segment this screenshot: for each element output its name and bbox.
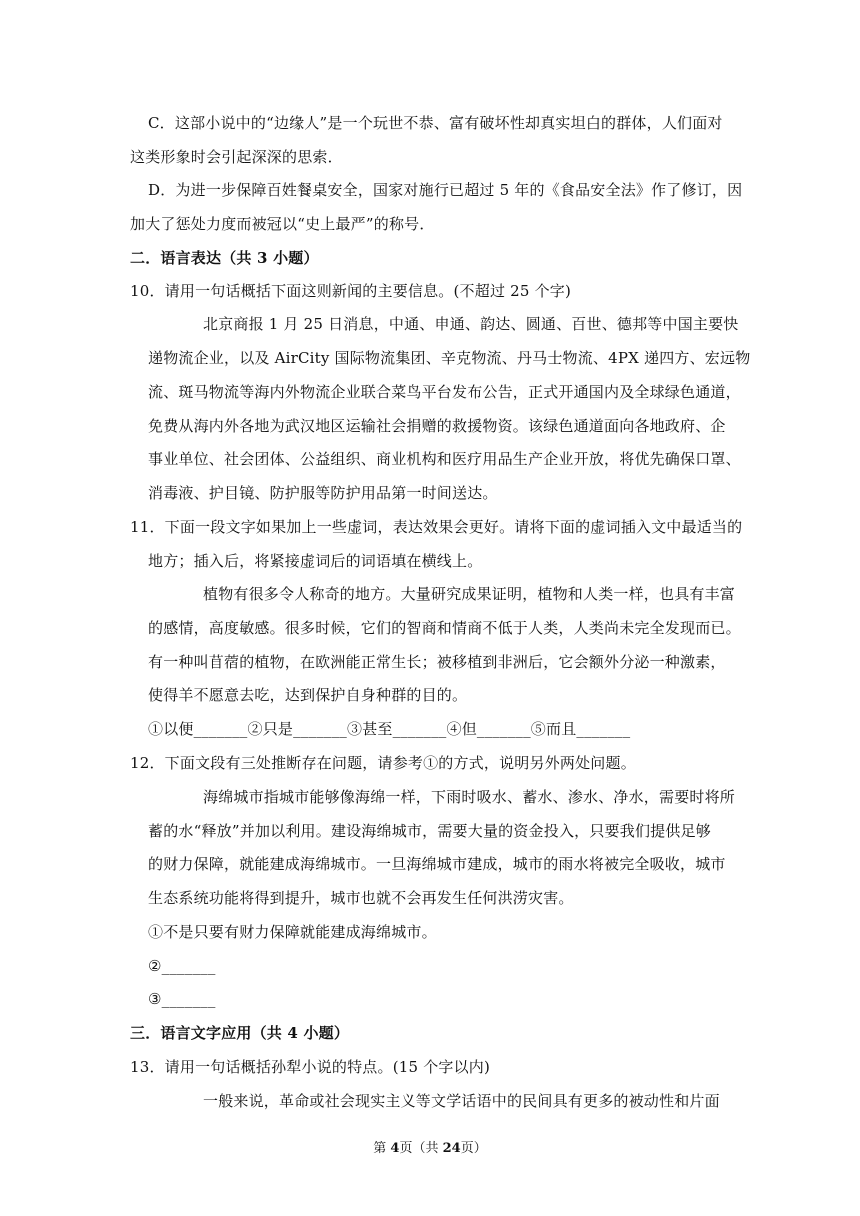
option-c-line-1: C．这部小说中的“边缘人”是一个玩世不恭、富有破坏性却真实坦白的群体，人们面对	[148, 114, 723, 132]
page-footer	[0, 1140, 860, 1158]
q10-passage-line-4: 免费从海内外各地为武汉地区运输社会捐赠的救援物资。该绿色通道面向各地政府、企	[148, 417, 726, 435]
q10-passage-line-2: 递物流企业，以及 AirCity 国际物流集团、辛克物流、丹马士物流、4PX 递四方、宏远物	[148, 349, 751, 367]
question-11-line-2: 地方；插入后，将紧接虚词后的词语填在横线上。	[148, 552, 483, 570]
section-3-heading: 三．语言文字应用（共 4 小题）	[130, 1024, 350, 1042]
footer-middle: 页（共	[399, 1141, 443, 1156]
q10-passage-line-1: 北京商报 1 月 25 日消息，中通、申通、韵达、圆通、百世、德邦等中国主要快	[203, 315, 739, 333]
q11-passage-line-1: 植物有很多令人称奇的地方。大量研究成果证明，植物和人类一样，也具有丰富	[203, 585, 736, 603]
footer-prefix: 第	[373, 1141, 391, 1156]
q12-passage-line-4: 生态系统功能将得到提升，城市也就不会再发生任何洪涝灾害。	[148, 889, 574, 907]
option-d-line-1: D．为进一步保障百姓餐桌安全，国家对施行已超过 5 年的《食品安全法》作了修订，因	[148, 181, 743, 199]
q12-answer-2-blank: ②_______	[148, 957, 216, 975]
q12-answer-1: ①不是只要有财力保障就能建成海绵城市。	[148, 923, 437, 941]
option-d-line-2: 加大了惩处力度而被冠以“史上最严”的称号．	[130, 215, 435, 233]
q11-passage-line-2: 的感情，高度敏感。很多时候，它们的智商和情商不低于人类，人类尚未完全发现而已。	[148, 619, 741, 637]
footer-total-pages: 24	[442, 1141, 461, 1156]
question-13: 13．请用一句话概括孙犁小说的特点。(15 个字以内)	[130, 1058, 491, 1076]
q10-passage-line-5: 事业单位、社会团体、公益组织、商业机构和医疗用品生产企业开放，将优先确保口罩、	[148, 450, 741, 468]
q10-passage-line-6: 消毒液、护目镜、防护服等防护用品第一时间送达。	[148, 484, 498, 502]
q11-passage-line-3: 有一种叫苜蓿的植物，在欧洲能正常生长；被移植到非洲后，它会额外分泌一种激素，	[148, 653, 726, 671]
footer-page-number: 4	[390, 1141, 400, 1156]
q11-options: ①以便_______②只是_______③甚至_______④但_______⑤而且_______	[148, 720, 631, 738]
option-c-line-2: 这类形象时会引起深深的思索．	[130, 148, 343, 166]
section-2-heading: 二．语言表达（共 3 小题）	[130, 249, 319, 267]
q12-passage-line-2: 蓄的水“释放”并加以利用。建设海绵城市，需要大量的资金投入，只要我们提供足够	[148, 822, 711, 840]
q10-passage-line-3: 流、斑马物流等海内外物流企业联合菜鸟平台发布公告，正式开通国内及全球绿色通道，	[148, 383, 741, 401]
question-10: 10．请用一句话概括下面这则新闻的主要信息。(不超过 25 个字)	[130, 282, 572, 300]
q11-passage-line-4: 使得羊不愿意去吃，达到保护自身种群的目的。	[148, 686, 468, 704]
q12-passage-line-1: 海绵城市指城市能够像海绵一样，下雨时吸水、蓄水、渗水、净水，需要时将所	[203, 788, 736, 806]
q13-passage-line-1: 一般来说，革命或社会现实主义等文学话语中的民间具有更多的被动性和片面	[203, 1092, 720, 1110]
q12-answer-3-blank: ③_______	[148, 990, 216, 1008]
question-12: 12．下面文段有三处推断存在问题，请参考①的方式，说明另外两处问题。	[130, 754, 636, 772]
question-11-line-1: 11．下面一段文字如果加上一些虚词，表达效果会更好。请将下面的虚词插入文中最适当的	[130, 518, 743, 536]
footer-suffix: 页）	[460, 1141, 487, 1156]
q12-passage-line-3: 的财力保障，就能建成海绵城市。一旦海绵城市建成，城市的雨水将被完全吸收，城市	[148, 855, 726, 873]
